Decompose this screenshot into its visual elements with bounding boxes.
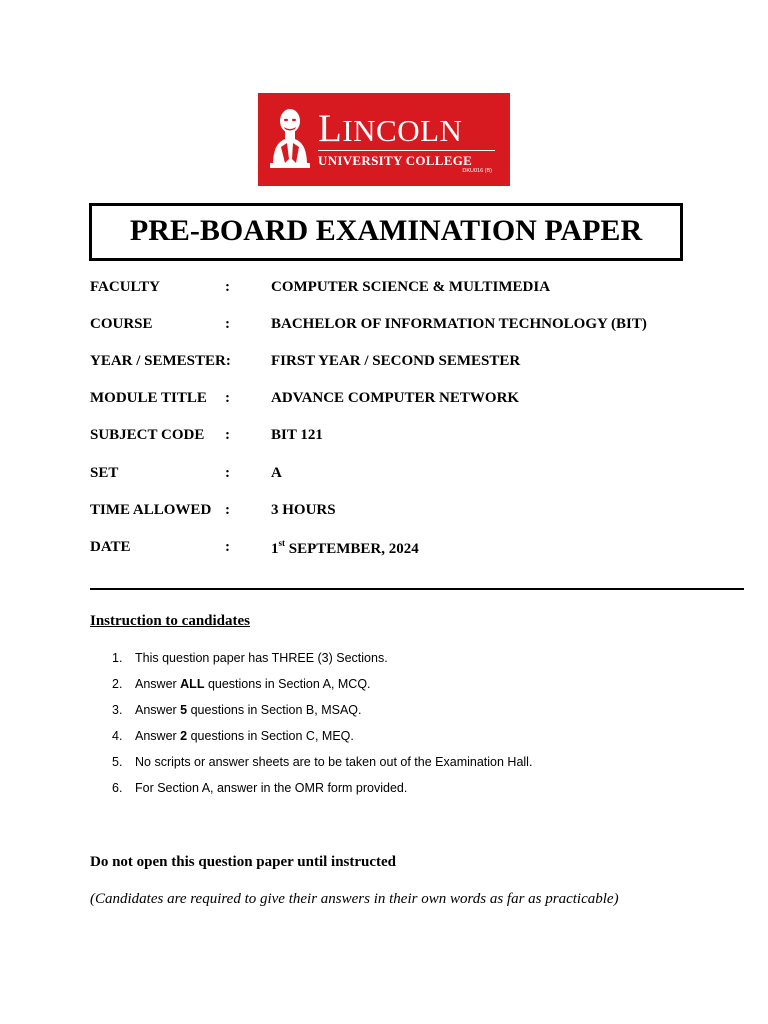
- instruction-text-pre: No scripts or answer sheets are to be taken out of the Examination Hall.: [135, 755, 533, 769]
- detail-value: COMPUTER SCIENCE & MULTIMEDIA: [271, 279, 551, 295]
- instruction-text: [135, 703, 362, 717]
- instruction-text: [135, 755, 532, 769]
- detail-value: 3 HOURS: [271, 502, 336, 518]
- statue-bust-icon: [267, 107, 313, 169]
- date-day: 1: [271, 541, 279, 557]
- detail-label: FACULTY: [90, 279, 161, 295]
- detail-value: BACHELOR OF INFORMATION TECHNOLOGY (BIT): [271, 316, 647, 332]
- instruction-number: 6.: [112, 781, 123, 795]
- instruction-text-pre: For Section A, answer in the OMR form provided.: [135, 781, 408, 795]
- detail-colon: :: [225, 316, 230, 332]
- university-logo: [258, 93, 510, 186]
- instruction-text-bold: 5: [180, 703, 188, 717]
- detail-value: ADVANCE COMPUTER NETWORK: [271, 390, 520, 406]
- instruction-text-post: questions in Section A, MCQ.: [204, 677, 371, 691]
- detail-colon: :: [225, 427, 230, 443]
- detail-colon: :: [225, 465, 230, 481]
- detail-value: A: [271, 465, 282, 481]
- instruction-text-pre: This question paper has THREE (3) Sections.: [135, 651, 388, 665]
- instruction-number: 2.: [112, 677, 123, 691]
- detail-value: FIRST YEAR / SECOND SEMESTER: [271, 353, 521, 369]
- detail-label: DATE: [90, 539, 131, 555]
- logo-wordmark-rest: INCOLN: [342, 113, 463, 148]
- detail-value: BIT 121: [271, 427, 323, 443]
- detail-label: MODULE TITLE: [90, 390, 207, 406]
- instruction-text: [135, 781, 407, 795]
- logo-wordmark: [318, 109, 498, 150]
- instruction-text-post: questions in Section C, MEQ.: [187, 729, 354, 743]
- instruction-text: [135, 677, 371, 691]
- instruction-number: 1.: [112, 651, 123, 665]
- instruction-number: 4.: [112, 729, 123, 743]
- logo-subtitle: UNIVERSITY COLLEGE: [318, 153, 473, 168]
- date-suffix: st: [278, 538, 285, 548]
- instruction-text-pre: Answer: [135, 729, 181, 743]
- detail-colon: :: [225, 279, 230, 295]
- instruction-number: 3.: [112, 703, 123, 717]
- logo-registration: DKU016 (B): [462, 168, 492, 174]
- detail-colon: :: [225, 390, 230, 406]
- detail-label: SUBJECT CODE: [90, 427, 205, 443]
- detail-label: COURSE: [90, 316, 153, 332]
- candidates-note: (Candidates are required to give their answers in their own words as far as practicable): [90, 891, 619, 907]
- instruction-text: [135, 651, 388, 665]
- date-rest: SEPTEMBER, 2024: [285, 541, 419, 557]
- detail-label: YEAR / SEMESTER:: [90, 353, 231, 369]
- instruction-text-pre: Answer: [135, 703, 181, 717]
- instruction-text-bold: ALL: [180, 677, 205, 691]
- detail-colon: :: [225, 502, 230, 518]
- detail-value: [271, 539, 419, 558]
- instruction-text: [135, 729, 354, 743]
- instructions-heading: Instruction to candidates: [90, 613, 251, 629]
- instruction-number: 5.: [112, 755, 123, 769]
- logo-divider: [318, 150, 495, 151]
- section-divider: [90, 588, 744, 590]
- detail-label: SET: [90, 465, 119, 481]
- logo-wordmark-initial: L: [318, 107, 343, 150]
- detail-label: TIME ALLOWED: [90, 502, 212, 518]
- do-not-open-warning: Do not open this question paper until instructed: [90, 854, 397, 870]
- instruction-text-pre: Answer: [135, 677, 181, 691]
- instruction-text-post: questions in Section B, MSAQ.: [187, 703, 362, 717]
- detail-colon: :: [225, 539, 230, 555]
- instruction-text-bold: 2: [180, 729, 188, 743]
- exam-title: PRE-BOARD EXAMINATION PAPER: [89, 203, 683, 261]
